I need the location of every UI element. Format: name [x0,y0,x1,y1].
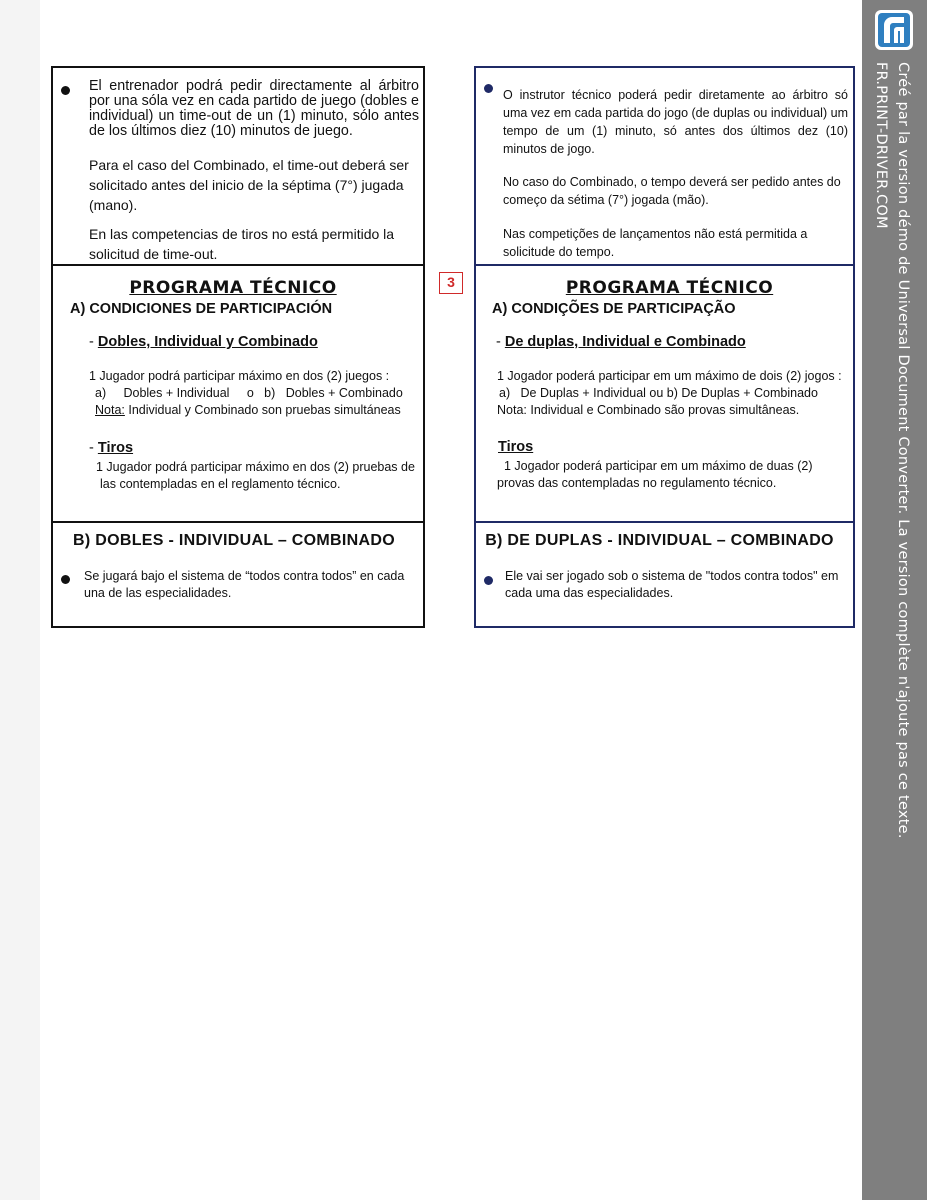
watermark-line-1: Créé par la version démo de Universal Document Converter. La version complète n'ajoute pas ce texte. [895,62,911,839]
item-doubles-line-1: 1 Jogador poderá participar em um máximo de dois (2) jogos : [497,369,842,383]
page-number-badge: 3 [439,272,463,294]
timeout-paragraph-2: Para el caso del Combinado, el time-out deberá ser solicitado antes del inicio de la séptima (7°) jugada (mano). [89,157,409,213]
item-throws-line-2: provas das contempladas no regulamento técnico. [497,476,777,490]
item-doubles-heading: - Dobles, Individual y Combinado [89,334,318,350]
portuguese-column [474,66,855,628]
item-doubles-heading: - De duplas, Individual e Combinado [496,334,746,350]
timeout-paragraph-1: El entrenador podrá pedir directamente al árbitro por una sóla vez en cada partido de juego (dobles e individual) un time-out de un (1) minuto, sólo antes de los últimos diez (10) minutos de juego. [89,78,419,139]
section-a-heading: A) CONDICIONES DE PARTICIPACIÓN [70,301,333,317]
timeout-paragraph-3: Nas competições de lançamentos não está permitida a solicitude do tempo. [503,227,808,259]
item-doubles-note: Nota: Individual y Combinado son pruebas simultáneas [95,403,401,417]
program-section-pt [476,264,853,521]
format-section-pt [476,521,853,626]
program-title: PROGRAMA TÉCNICO [129,278,337,298]
item-throws-heading: - Tiros [89,440,134,456]
item-throws-line-2: las contempladas en el reglamento técnico. [100,477,341,491]
section-b-heading: B) DOBLES - INDIVIDUAL – COMBINADO [73,532,395,549]
section-b-heading: B) DE DUPLAS - INDIVIDUAL – COMBINADO [485,532,834,549]
format-section-es [53,521,423,626]
watermark-line-2: FR.PRINT-DRIVER.COM [873,62,889,229]
bullet-icon [484,84,493,93]
program-section-es [53,264,423,521]
section-b-text: Ele vai ser jogado sob o sistema de "todos contra todos" em cada uma das especialidades. [505,569,839,600]
item-throws-line-1: 1 Jogador poderá participar em um máximo de duas (2) [504,459,813,473]
page-margin [0,0,40,1200]
program-title: PROGRAMA TÉCNICO [565,278,774,298]
spanish-column [51,66,425,628]
item-throws-heading: Tiros [498,439,534,455]
item-doubles-note: Nota: Individual e Combinado são provas simultâneas. [497,403,800,417]
item-doubles-line-2: a) Dobles + Individual o b) Dobles + Combinado [95,386,403,400]
item-doubles-line-2: a) De Duplas + Individual ou b) De Duplas + Combinado [499,386,818,400]
timeout-paragraph-2: No caso do Combinado, o tempo deverá ser pedido antes do começo da sétima (7°) jogada (mão). [503,175,841,207]
timeout-section-es [53,68,423,264]
item-doubles-line-1: 1 Jugador podrá participar máximo en dos (2) juegos : [89,369,390,383]
section-a-heading: A) CONDIÇÕES DE PARTICIPAÇÃO [492,301,736,317]
converter-logo-icon [874,9,914,51]
timeout-section-pt [476,68,853,264]
bullet-icon [61,86,70,95]
timeout-paragraph-3: En las competencias de tiros no está permitido la solicitud de time-out. [89,226,395,262]
bullet-icon [61,575,70,584]
timeout-paragraph-1: O instrutor técnico poderá pedir diretamente ao árbitro só uma vez em cada partida do jogo (de duplas ou individual) um tempo de um (1) minuto, só antes dos últimos dez (10) minutos de jogo. [503,88,848,156]
bullet-icon [484,576,493,585]
watermark-text [870,62,914,839]
section-b-text: Se jugará bajo el sistema de “todos contra todos” en cada una de las especialidades. [84,569,405,600]
item-throws-line-1: 1 Jugador podrá participar máximo en dos (2) pruebas de [96,460,415,474]
